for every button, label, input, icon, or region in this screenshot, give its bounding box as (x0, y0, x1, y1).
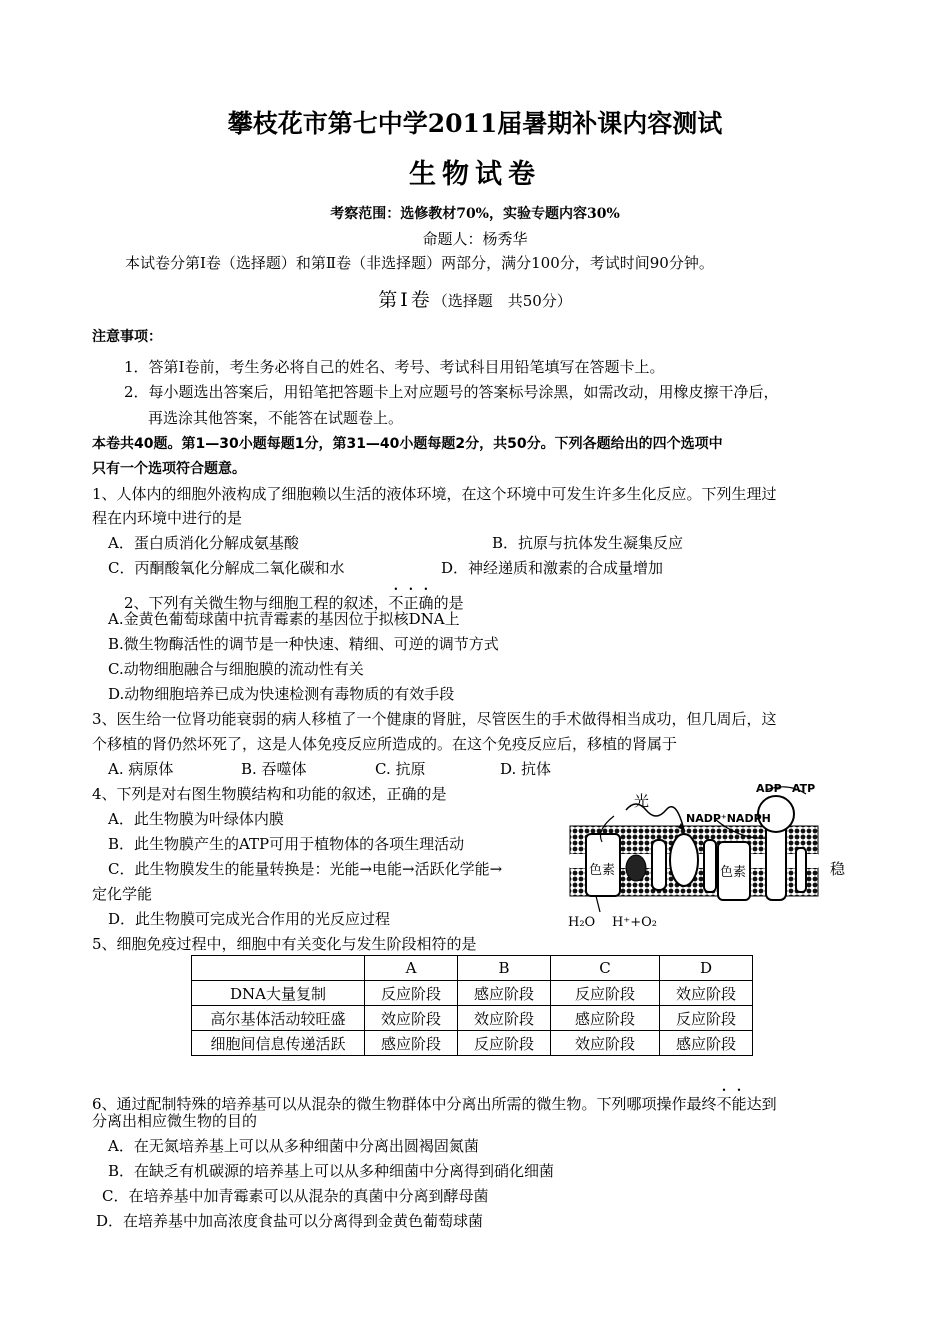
table-cell: 效应阶段 (551, 1031, 660, 1056)
table-cell: 细胞间信息传递活跃 (192, 1031, 365, 1056)
exam-author: 命题人：杨秀华 (422, 230, 528, 248)
q4-option-b: B．此生物膜产生的ATP可用于植物体的各项生理活动 (108, 835, 465, 853)
water-arrow (596, 896, 600, 912)
q6-option-d: D．在培养基中加高浓度食盐可以分离得到金黄色葡萄球菌 (96, 1212, 484, 1230)
table-header-cell (192, 956, 365, 981)
q1-option-c: C．丙酮酸氧化分解成二氧化碳和水 (108, 559, 345, 577)
notes-heading: 注意事项： (92, 329, 162, 345)
q1-option-a: A．蛋白质消化分解成氨基酸 (108, 534, 299, 552)
table-header-cell: B (458, 956, 551, 981)
figure-products-label: H⁺+O₂ (612, 915, 657, 930)
q2-option-a: A.金黄色葡萄球菌中抗青霉素的基因位于拟核DNA上 (108, 610, 460, 628)
q6-option-a: A．在无氮培养基上可以从多种细菌中分离出圆褐固氮菌 (108, 1137, 479, 1155)
q6-option-c: C．在培养基中加青霉素可以从混杂的真菌中分离到酵母菌 (102, 1187, 489, 1205)
q4-stem: 4、下列是对右图生物膜结构和功能的叙述，正确的是 (92, 785, 447, 803)
q6-stem-pre: 6、通过配制特殊的培养基可以从混杂的微生物群体中分离出所需的微生物。下列哪项操作最终 (92, 1095, 717, 1113)
exam-subtitle: 生物试卷 (409, 159, 541, 190)
figure-water-label: H₂O (568, 915, 596, 930)
table-cell: 感应阶段 (365, 1031, 458, 1056)
q1-option-b: B．抗原与抗体发生凝集反应 (492, 534, 684, 552)
table-cell: 效应阶段 (365, 1006, 458, 1031)
table-cell: 感应阶段 (551, 1006, 660, 1031)
table-cell: DNA大量复制 (192, 981, 365, 1006)
q6-stem-post: 达到 (746, 1095, 777, 1113)
q2-stem-pre: 2、下列有关微生物与细胞工程的叙述， (124, 594, 389, 612)
figure-pigment-1: 色素 (589, 863, 616, 878)
q1-option-d: D．神经递质和激素的合成量增加 (441, 559, 664, 577)
table-row (192, 981, 753, 1006)
table-row (192, 1031, 753, 1056)
membrane-figure (566, 780, 836, 932)
table-cell: 效应阶段 (458, 1006, 551, 1031)
protein-4 (704, 840, 716, 892)
q4-option-a: A．此生物膜为叶绿体内膜 (108, 810, 284, 828)
q2-option-d: D.动物细胞培养已成为快速检测有毒物质的有效手段 (108, 685, 455, 703)
exam-scope: 考察范围：选修教材70%，实验专题内容30% (330, 206, 620, 222)
q3-stem-cont: 个移植的肾仍然坏死了，这是人体免疫反应所造成的。在这个免疫反应后，移植的肾属于 (92, 735, 678, 753)
protein-3 (670, 834, 698, 886)
protein-dark-1 (626, 855, 646, 881)
q3-option-d: D. 抗体 (500, 760, 552, 778)
table-cell: 感应阶段 (458, 981, 551, 1006)
table-cell: 反应阶段 (365, 981, 458, 1006)
exam-title: 攀枝花市第七中学2011届暑期补课内容测试 (227, 109, 723, 138)
table-cell: 反应阶段 (660, 1006, 753, 1031)
table-header-cell: C (551, 956, 660, 981)
q2-stem-emphasis: 不正确 (388, 594, 434, 612)
q2-stem-post: 的是 (433, 594, 464, 612)
q5-stem: 5、细胞免疫过程中，细胞中有关变化与发生阶段相符的是 (92, 935, 477, 953)
q4-option-c: C．此生物膜发生的能量转换是：光能→电能→活跃化学能→ (108, 860, 503, 878)
table-header-cell: D (660, 956, 753, 981)
table-cell: 反应阶段 (551, 981, 660, 1006)
q6-stem-cont: 分离出相应微生物的目的 (92, 1112, 258, 1130)
figure-atp-label: ATP (792, 782, 816, 795)
table-row (192, 1006, 753, 1031)
table-cell: 效应阶段 (660, 981, 753, 1006)
q6-option-b: B．在缺乏有机碳源的培养基上可以从多种细菌中分离得到硝化细菌 (108, 1162, 555, 1180)
exam-intro: 本试卷分第Ⅰ卷（选择题）和第Ⅱ卷（非选择题）两部分，满分100分，考试时间90分钟。 (125, 254, 714, 272)
section-title-note: （选择题 共50分） (432, 292, 572, 310)
q3-stem: 3、医生给一位肾功能衰弱的病人移植了一个健康的肾脏，尽管医生的手术做得相当成功，但几周后，这 (92, 710, 777, 728)
q1-stem-cont: 程在内环境中进行的是 (92, 509, 243, 527)
notes-item-1: 1．答第Ⅰ卷前，考生务必将自己的姓名、考号、考试科目用铅笔填写在答题卡上。 (124, 358, 665, 376)
section-title-main: 第Ⅰ卷 (378, 289, 433, 311)
q4-option-c-cont: 定化学能 (92, 885, 153, 903)
protein-5 (796, 848, 806, 892)
figure-adp-label: ADP (756, 782, 782, 795)
instructions-line-1: 本卷共40题。第1—30小题每题1分，第31—40小题每题2分，共50分。下列各题给出的四个选项中 (92, 436, 723, 452)
q6-stem (92, 1086, 777, 1114)
q3-option-b: B. 吞噬体 (241, 760, 307, 778)
q6-stem-emphasis: 不能 (716, 1095, 747, 1113)
q2-option-b: B.微生物酶活性的调节是一种快速、精细、可逆的调节方式 (108, 635, 499, 653)
table-cell: 高尔基体活动较旺盛 (192, 1006, 365, 1031)
figure-pigment-2: 色素 (720, 865, 747, 880)
instructions-line-2: 只有一个选项符合题意。 (92, 461, 246, 477)
table-cell: 感应阶段 (660, 1031, 753, 1056)
table-header-cell: A (365, 956, 458, 981)
section-title (0, 290, 950, 311)
table-header-row (192, 956, 753, 981)
table-cell: 反应阶段 (458, 1031, 551, 1056)
figure-light-label: 光 (634, 792, 650, 810)
q2-option-c: C.动物细胞融合与细胞膜的流动性有关 (108, 660, 364, 678)
q1-stem: 1、人体内的细胞外液构成了细胞赖以生活的液体环境，在这个环境中可发生许多生化反应。下列生理过 (92, 485, 777, 503)
q3-option-c: C. 抗原 (375, 760, 426, 778)
protein-2 (652, 840, 666, 890)
notes-item-2: 2．每小题选出答案后，用铅笔把答题卡上对应题号的答案标号涂黑，如需改动，用橡皮擦干净后， (124, 383, 779, 401)
figure-nadp-label: NADP⁺NADPH (686, 812, 771, 825)
q3-option-a: A. 病原体 (108, 760, 174, 778)
q4-option-c-tail: 稳 (830, 860, 846, 878)
q4-option-d: D．此生物膜可完成光合作用的光反应过程 (108, 910, 391, 928)
notes-item-2-cont: 再选涂其他答案，不能答在试题卷上。 (148, 409, 404, 427)
q5-table (191, 955, 753, 1056)
